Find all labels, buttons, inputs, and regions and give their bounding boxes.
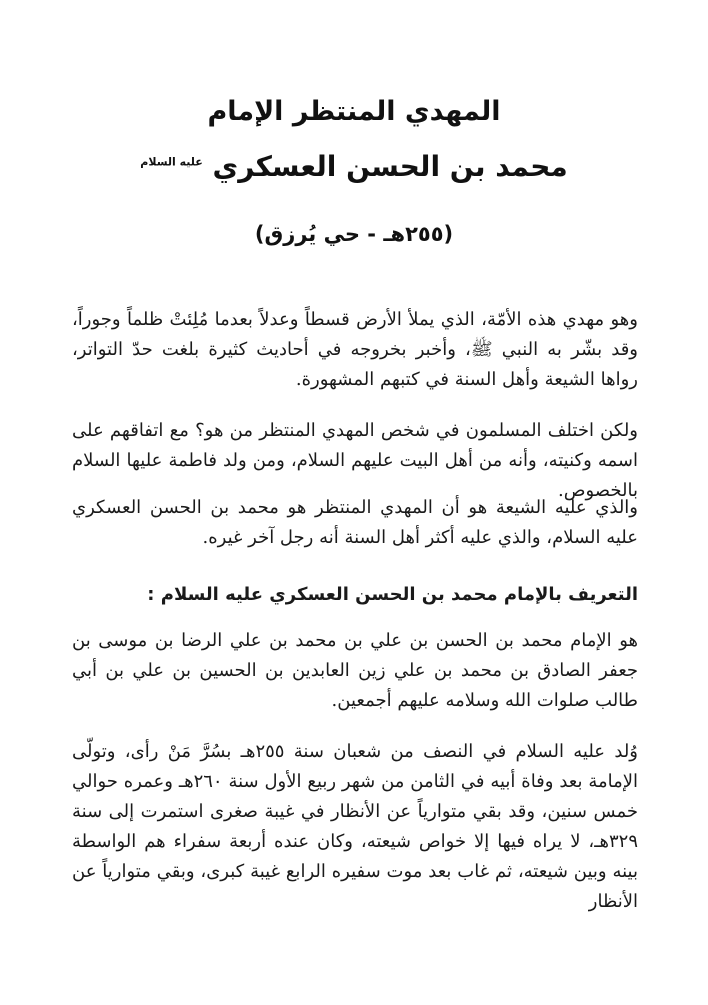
paragraph-birth-occultation: وُلد عليه السلام في النصف من شعبان سنة ٢٥٥هـ بسُرَّ مَنْ رأى، وتولّى الإمامة بعد وفاة أبيه في الثامن من شهر ربيع الأول سنة ٢٦٠هـ وعمره حوالي خمس سنين، وقد بقي متوارياً عن الأنظار في غيبة صغرى استمرت إلى سنة ٣٢٩هـ، لا يراه فيها إلا خواص شيعته، وكان عنده أربعة سفراء هم الواسطة بينه وبين شيعته، ثم غاب بعد موت سفيره الرابع غيبة كبرى، وبقي متوارياً عن الأنظار xyxy=(72,741,639,912)
imam-name: محمد بن الحسن العسكري xyxy=(212,150,568,183)
imam-name-title xyxy=(0,150,708,183)
section-heading: التعريف بالإمام محمد بن الحسن العسكري عليه السلام : xyxy=(147,584,638,605)
page-title: المهدي المنتظر الإمام xyxy=(207,96,501,127)
honorific-mark: عليه السلام xyxy=(140,155,203,169)
paragraph-disagreement: ولكن اختلف المسلمون في شخص المهدي المنتظر من هو؟ مع اتفاقهم على اسمه وكنيته، وأنه من أهل البيت عليهم السلام، ومن ولد فاطمة عليها السلام بالخصوص. xyxy=(72,420,638,501)
paragraph-intro: وهو مهدي هذه الأمّة، الذي يملأ الأرض قسطاً وعدلاً بعدما مُلِئتْ ظلماً وجوراً، وقد بشّر به النبي ﷺ، وأخبر بخروجه في أحاديث كثيرة بلغت حدّ التواتر، رواها الشيعة وأهل السنة في كتبهم المشهورة. xyxy=(72,309,638,390)
paragraph-shia-view: والذي عليه الشيعة هو أن المهدي المنتظر هو محمد بن الحسن العسكري عليه السلام، والذي عليه أكثر أهل السنة أنه رجل آخر غيره. xyxy=(72,497,638,548)
paragraph-lineage: هو الإمام محمد بن الحسن بن علي بن محمد بن علي الرضا بن موسى بن جعفر الصادق بن محمد بن علي زين العابدين بن الحسين بن علي بن أبي طالب صلوات الله وسلامه عليهم أجمعين. xyxy=(72,630,638,711)
date-subtitle: (٢٥٥هـ - حي يُرزق) xyxy=(254,222,454,246)
